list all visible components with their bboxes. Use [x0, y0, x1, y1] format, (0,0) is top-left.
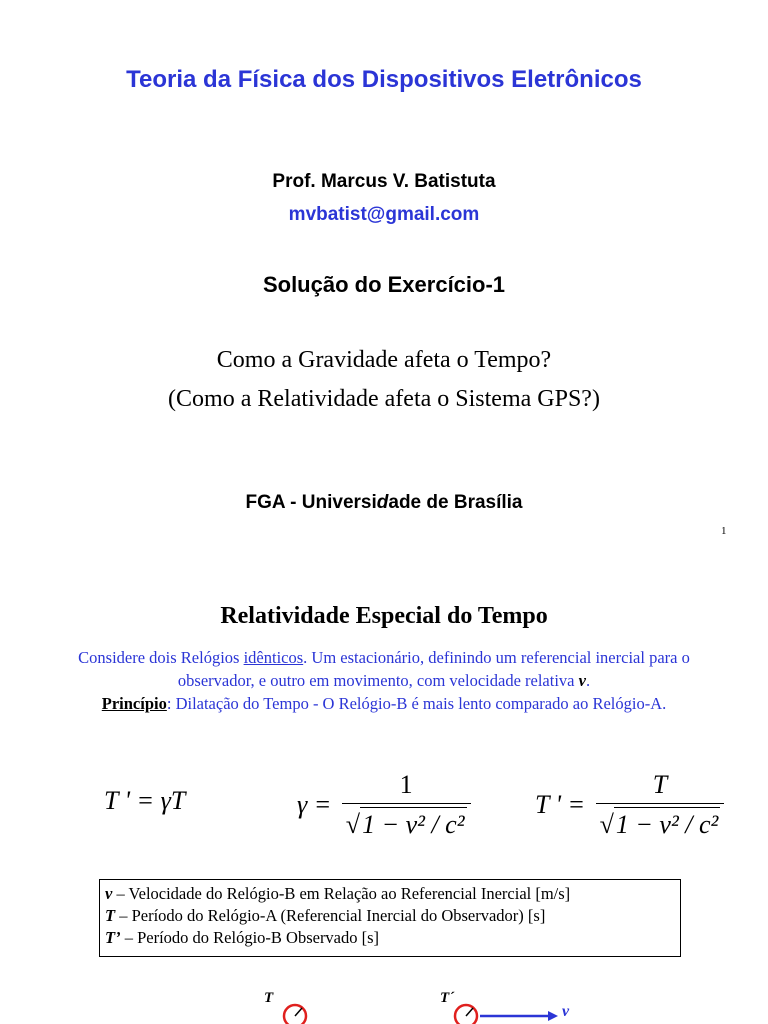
slide-title: Teoria da Física dos Dispositivos Eletrônicos	[126, 66, 642, 93]
equation-period	[535, 770, 724, 840]
question-line-2: (Como a Relatividade afeta o Sistema GPS?)	[168, 386, 600, 412]
legend-row	[105, 927, 675, 949]
section-title: Relatividade Especial do Tempo	[220, 603, 548, 629]
legend-text: – Período do Relógio-B Observado [s]	[120, 928, 380, 947]
clock-b-icon	[455, 1005, 477, 1024]
principle-text: : Dilatação do Tempo - O Relógio-B é mais lento comparado ao Relógio-A.	[166, 694, 667, 713]
clock-a-icon	[284, 1005, 306, 1024]
eq3-lhs: T ' =	[535, 790, 586, 819]
variable-legend	[99, 879, 681, 957]
clock-b-label: T´	[440, 990, 455, 1006]
eq2-radicand: 1 − v² / c²	[360, 807, 466, 840]
legend-row	[105, 905, 675, 927]
clocks-diagram	[250, 985, 610, 1024]
equation-time-dilation: T ' = γT	[104, 786, 186, 815]
clock-a-label: T	[264, 990, 274, 1006]
principle-label: Princípio	[101, 694, 167, 713]
para-end: .	[585, 671, 591, 690]
clock-a-hand	[295, 1008, 302, 1016]
page-number: 1	[721, 525, 727, 537]
eq2-denominator: √1 − v² / c²	[342, 803, 471, 840]
eq2-lhs: γ =	[297, 790, 332, 819]
legend-row	[105, 883, 675, 905]
legend-text: – Velocidade do Relógio-B em Relação ao Referencial Inercial [m/s]	[112, 884, 571, 903]
velocity-arrowhead	[548, 1011, 558, 1021]
institution	[0, 492, 768, 514]
solution-heading: Solução do Exercício-1	[262, 272, 506, 297]
question-line-1: Como a Gravidade afeta o Tempo?	[216, 347, 552, 373]
legend-text: – Período do Relógio-A (Referencial Inercial do Observador) [s]	[115, 906, 546, 925]
velocity-label: v	[562, 1003, 570, 1020]
institution-suffix: ade de Brasília	[388, 492, 523, 513]
intro-paragraph	[40, 646, 728, 715]
eq3-radicand: 1 − v² / c²	[614, 807, 720, 840]
para-text-2: . Um estacionário, definindo um referencial inercial para o observador, e outro em movimento, com velocidade relativa	[177, 648, 690, 690]
professor-email[interactable]: mvbatist@gmail.com	[288, 204, 480, 225]
institution-prefix: FGA - Universi	[245, 492, 377, 513]
para-v-symbol: v	[578, 671, 586, 690]
institution-italic: d	[376, 492, 389, 513]
eq3-numerator: T	[652, 770, 668, 799]
eq3-fraction	[596, 770, 725, 840]
legend-symbol: v	[105, 884, 113, 903]
clock-b-hand	[466, 1008, 473, 1016]
eq2-fraction	[342, 770, 471, 840]
para-text-1: Considere dois Relógios	[78, 648, 244, 667]
equation-gamma	[297, 770, 471, 840]
professor-name: Prof. Marcus V. Batistuta	[272, 171, 496, 192]
eq3-denominator: √1 − v² / c²	[596, 803, 725, 840]
eq2-numerator: 1	[399, 770, 413, 799]
legend-symbol: T	[105, 906, 116, 925]
legend-symbol: T’	[105, 928, 121, 947]
para-underlined: idênticos	[243, 648, 304, 667]
